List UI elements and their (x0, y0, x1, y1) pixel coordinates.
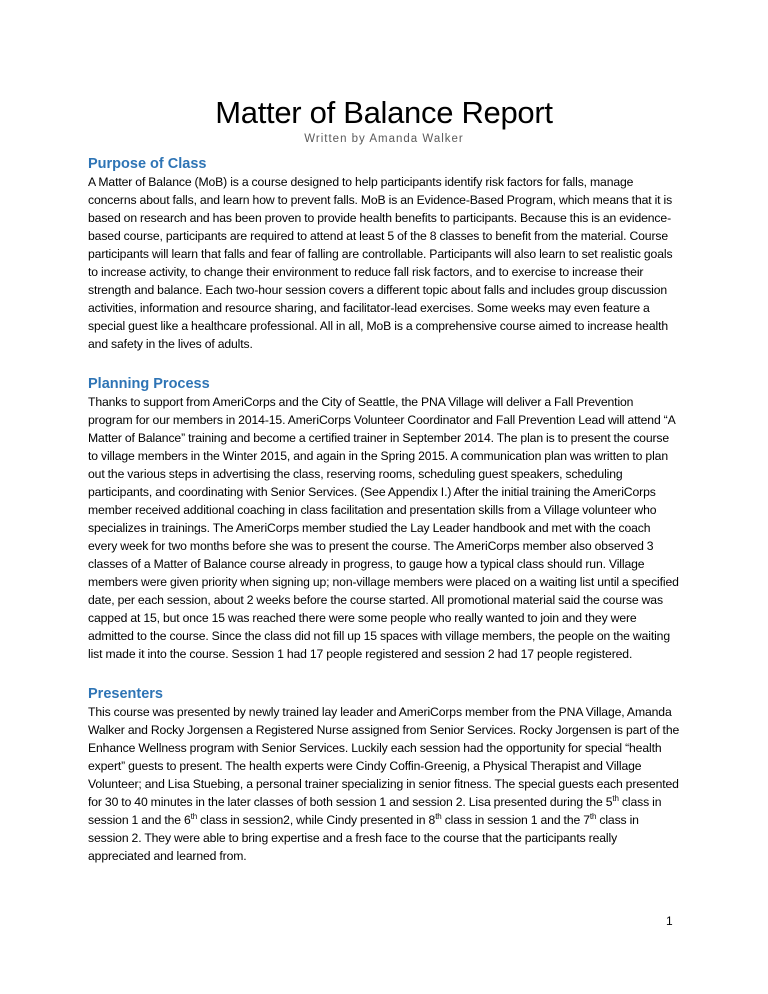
section-body-presenters (88, 703, 680, 865)
section-body-planning: Thanks to support from AmeriCorps and the City of Seattle, the PNA Village will deliver a Fall Prevention program for our members in 2014-15. AmeriCorps Volunteer Coordinator and Fall Prevention Lead will attend “A Matter of Balance” training and become a certified trainer in September 2014. The plan is to present the course to village members in the Winter 2015, and again in the Spring 2015. A communication plan was written to plan out the various steps in advertising the class, reserving rooms, scheduling guest speakers, scheduling participants, and coordinating with Senior Services. (See Appendix I.) After the initial training the AmeriCorps member received additional coaching in class facilitation and presentation skills from a Village volunteer who specializes in trainings. The AmeriCorps member studied the Lay Leader handbook and met with the coach every week for two months before she was to present the course. The AmeriCorps member also observed 3 classes of a Matter of Balance course already in progress, to gauge how a typical class should run. Village members were given priority when signing up; non-village members were placed on a waiting list until a specified date, per each session, about 2 weeks before the course started. All promotional material said the course was capped at 15, but once 15 was reached there were some people who really wanted to join and they were admitted to the course. Since the class did not fill up 15 spaces with village members, the people on the waiting list made it into the course. Session 1 had 17 people registered and session 2 had 17 people registered. (88, 395, 679, 661)
presenters-text-part-2: class in session 1 and the 6 (88, 795, 662, 827)
ordinal-suffix: th (589, 811, 597, 821)
section-body-purpose: A Matter of Balance (MoB) is a course designed to help participants identify risk factors for falls, manage concerns about falls, and learn how to prevent falls. MoB is an Evidence-Based Program, which means that it is based on research and has been proven to provide health benefits to participants. Because this is an evidence-based course, participants are required to attend at least 5 of the 8 classes to benefit from the material. Course participants will learn that falls and fear of falling are controllable. Participants will also learn to set realistic goals to increase activity, to change their environment to reduce fall risk factors, and to exercise to increase their strength and balance. Each two-hour session covers a different topic about falls and includes group discussion activities, information and resource sharing, and facilitator-lead exercises. Some weeks may even feature a special guest like a healthcare professional. All in all, MoB is a comprehensive course aimed to increase health and safety in the lives of adults. (88, 175, 673, 351)
author-line: Written by Amanda Walker (304, 133, 464, 145)
section-planning-process (88, 375, 680, 663)
presenters-text-part-5: class in session 2. They were able to bring expertise and a fresh face to the course that the participants really appreciated and learned from. (88, 813, 639, 863)
section-heading-planning: Planning Process (88, 376, 210, 392)
document-title: Matter of Balance Report (215, 95, 553, 130)
section-purpose-of-class (88, 155, 680, 353)
page-number: 1 (666, 914, 673, 928)
section-heading-purpose: Purpose of Class (88, 156, 207, 172)
ordinal-suffix: th (612, 793, 619, 803)
presenters-text-part-3: class in session2, while Cindy presented in 8 (197, 813, 436, 827)
section-heading-presenters: Presenters (88, 686, 163, 702)
section-presenters (88, 685, 680, 865)
presenters-text-part-1: This course was presented by newly trained lay leader and AmeriCorps member from the PNA Village, Amanda Walker and Rocky Jorgensen a Registered Nurse assigned from Senior Services. Rocky Jorgensen is part of the Enhance Wellness program with Senior Services. Luckily each session had the opportunity for special “health expert” guests to present. The health experts were Cindy Coffin-Greenig, a Physical Therapist and Village Volunteer; and Lisa Stuebing, a personal trainer specializing in senior fitness. The special guests each presented for 30 to 40 minutes in the later classes of both session 1 and session 2. Lisa presented during the 5 (88, 705, 680, 809)
ordinal-suffix: th (190, 811, 198, 821)
report-page (88, 96, 680, 865)
ordinal-suffix: th (435, 811, 442, 821)
presenters-text-part-4: class in session 1 and the 7 (441, 813, 590, 827)
